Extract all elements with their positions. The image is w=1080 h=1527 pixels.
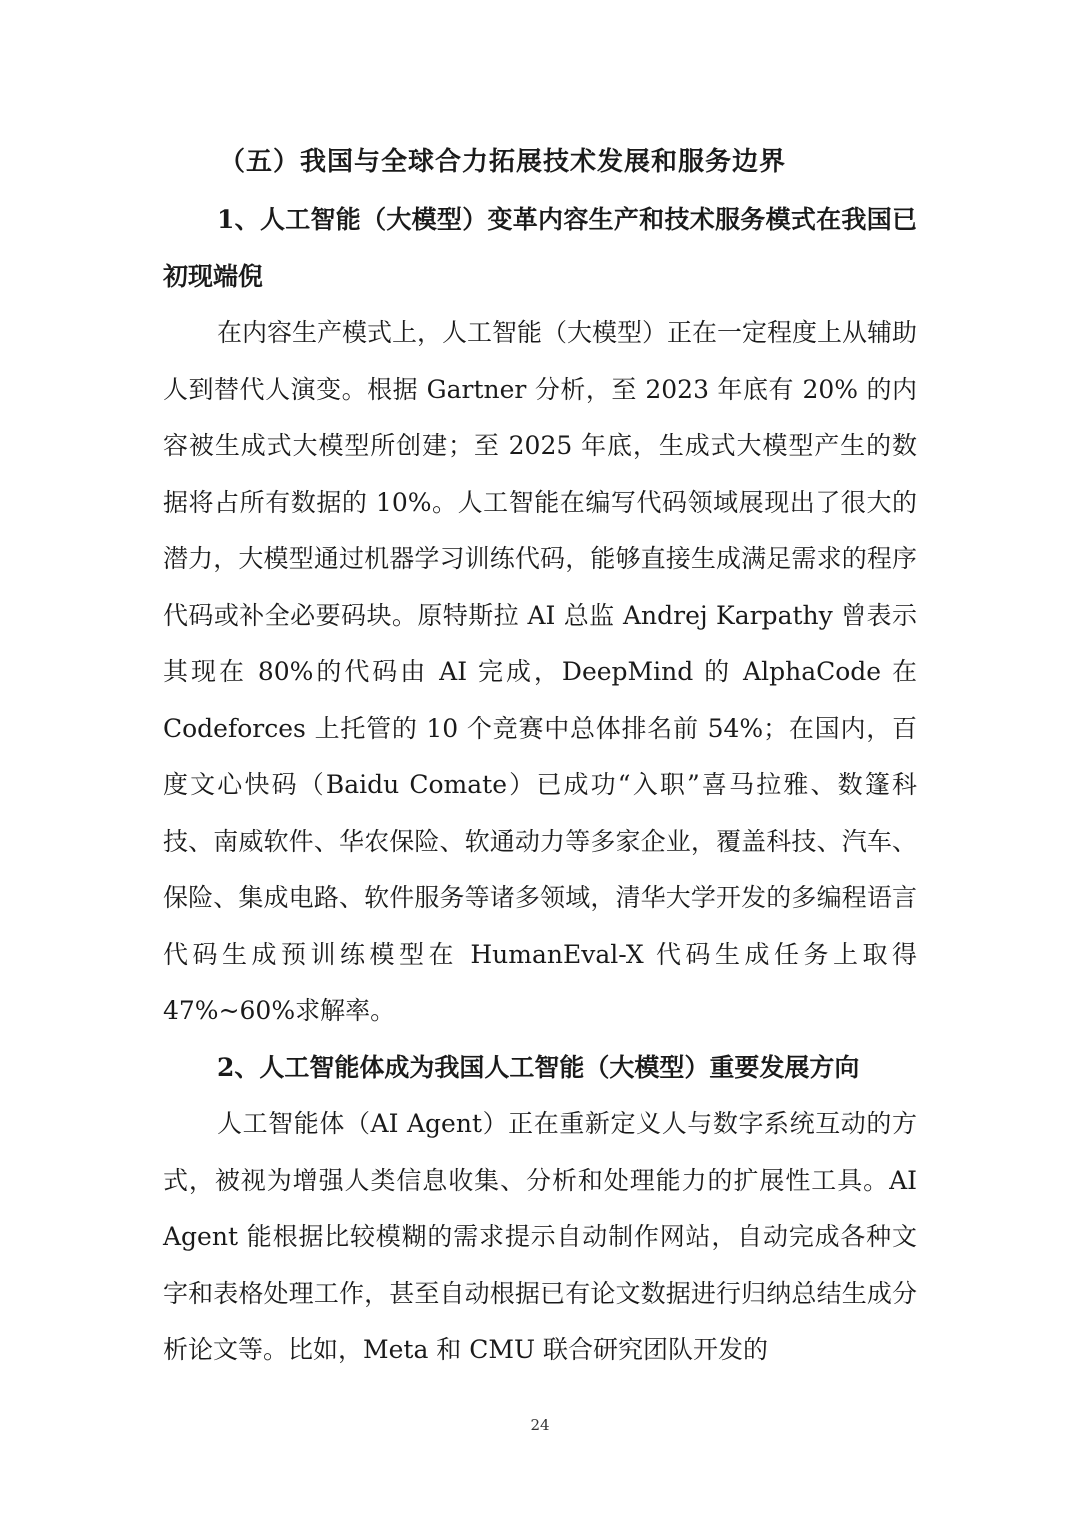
- subsection-1-paragraph: 在内容生产模式上，人工智能（大模型）正在一定程度上从辅助人到替代人演变。根据 Gartner 分析，至 2023 年底有 20% 的内容被生成式大模型所创建；至 2025 年底，生成式大模型产生的数据将占所有数据的 10%。人工智能在编写代码领域展现出了很大的潜力，大模型通过机器学习训练代码，能够直接生成满足需求的程序代码或补全必要码块。原特斯拉 AI 总监 Andrej Karpathy 曾表示其现在 80%的代码由 AI 完成，DeepMind 的 AlphaCode 在 Codeforces 上托管的 10 个竞赛中总体排名前 54%；在国内，百度文心快码（Baidu Comate）已成功“入职”喜马拉雅、数篷科技、南威软件、华农保险、软通动力等多家企业，覆盖科技、汽车、保险、集成电路、软件服务等诸多领域，清华大学开发的多编程语言代码生成预训练模型在 HumanEval-X 代码生成任务上取得 47%~60%求解率。: [163, 318, 918, 1025]
- subsection-1-heading: 1、人工智能（大模型）变革内容生产和技术服务模式在我国已初现端倪: [163, 205, 917, 291]
- page-number: 24: [530, 1416, 550, 1434]
- subsection-2-heading: 2、人工智能体成为我国人工智能（大模型）重要发展方向: [217, 1052, 860, 1082]
- section-title: （五）我国与全球合力拓展技术发展和服务边界: [219, 147, 787, 177]
- subsection-2-paragraph: 人工智能体（AI Agent）正在重新定义人与数字系统互动的方式，被视为增强人类信息收集、分析和处理能力的扩展性工具。AI Agent 能根据比较模糊的需求提示自动制作网站，自动完成各种文字和表格处理工作，甚至自动根据已有论文数据进行归纳总结生成分析论文等。比如，Meta 和 CMU 联合研究团队开发的: [163, 1109, 917, 1364]
- page-content: [163, 138, 917, 1379]
